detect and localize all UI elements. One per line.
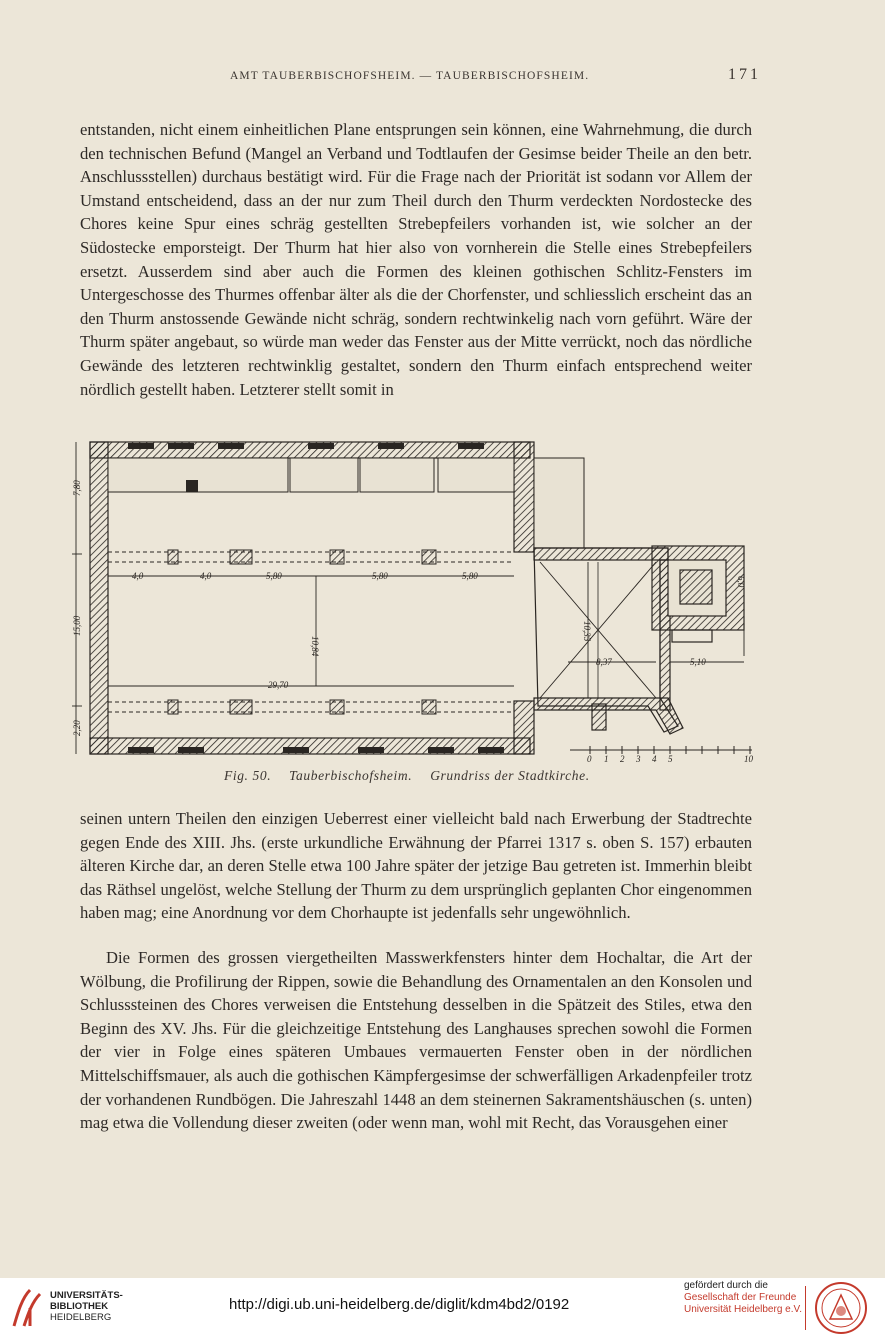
dim-bay1: 4,0	[132, 571, 144, 581]
scale-bar	[570, 746, 754, 764]
dim-nave-width: 10,84	[310, 636, 320, 657]
floor-plan-figure	[68, 436, 768, 766]
dim-bay2: 4,0	[200, 571, 212, 581]
dim-choir-length: 10,35	[582, 621, 592, 642]
library-line-3: HEIDELBERG	[50, 1312, 112, 1323]
scale-label-3: 3	[636, 754, 641, 764]
dim-aisle-north: 7,80	[72, 480, 82, 496]
scale-label-2: 2	[620, 754, 625, 764]
dim-aisle-south: 2,20	[72, 720, 82, 736]
library-line-2: BIBLIOTHEK	[50, 1301, 109, 1312]
university-library-logo-icon	[10, 1286, 46, 1330]
caption-fig-number: Fig. 50.	[224, 768, 272, 783]
sponsor-text	[684, 1280, 802, 1316]
scale-label-10: 10	[744, 754, 753, 764]
caption-place: Tauberbischofsheim.	[289, 768, 413, 783]
scale-label-4: 4	[652, 754, 657, 764]
scale-label-1: 1	[604, 754, 609, 764]
running-title: AMT TAUBERBISCHOFSHEIM. — TAUBERBISCHOFSHEIM.	[230, 70, 590, 82]
sponsor-line-1: gefördert durch die	[684, 1280, 768, 1291]
document-url-link[interactable]: http://digi.ub.uni-heidelberg.de/diglit/kdm4bd2/0192	[229, 1296, 570, 1313]
footer-divider	[805, 1286, 806, 1330]
page-number: 171	[728, 66, 761, 83]
tower	[652, 546, 744, 642]
sponsor-line-3: Universität Heidelberg e.V.	[684, 1304, 803, 1315]
dim-tower-offset: 5,10	[690, 657, 706, 667]
dim-choir-width: 8,37	[596, 657, 612, 667]
paragraph-1: entstanden, nicht einem einheitlichen Plane entsprungen sein können, eine Wahrnehmung, die durch den technischen Befund (Mangel an Verband und Todtlaufen der Gesimse beider Theile an den betr. Anschlussstellen) durchaus bestätigt wird. Für die Frage nach der Priorität ist sodann vor Allem der Umstand entscheidend, dass an der nur zum Theil durch den Thurm verdeckten Nordostecke des Chores keine Spur eines schräg gestellten Strebepfeilers vorhanden ist, wie solcher an der Südostecke emporsteigt. Der Thurm hat hier also von vornherein die Stelle eines Strebepfeilers ersetzt. Ausserdem sind aber auch die Formen des kleinen gothischen Schlitz-Fensters im Untergeschosse des Thurmes offenbar älter als die der Chorfenster, und schliesslich erscheint das an den Thurm anstossende Gewände nicht schräg, sondern rechtwinkelig nach vorn geführt. Wäre der Thurm später angebaut, so würde man weder das Fenster aus der Mitte verrückt, noch das nördliche Gewände des letzteren rechtwinklig gestaltet, sondern den Thurm einfach entsprechend weiter nördlich gestellt haben. Letzterer stellt somit in	[80, 120, 752, 399]
dim-bay4: 5,80	[372, 571, 388, 581]
scale-label-5: 5	[668, 754, 673, 764]
footer-bar	[0, 1278, 885, 1337]
dim-nave-length: 29,70	[268, 680, 289, 690]
library-line-1: UNIVERSITÄTS-	[50, 1290, 123, 1301]
dim-bay5: 5,80	[462, 571, 478, 581]
figure-caption	[224, 768, 604, 784]
university-library-name	[50, 1290, 123, 1323]
university-seal-icon	[814, 1281, 868, 1335]
dim-nave-total: 15,00	[72, 615, 82, 636]
sponsor-line-2: Gesellschaft der Freunde	[684, 1292, 797, 1303]
paragraph-2: seinen untern Theilen den einzigen Ueberrest einer vielleicht bald nach Erwerbung der Stadtrechte gegen Ende des XIII. Jhs. (erste urkundliche Erwähnung der Pfarrei 1317 s. oben S. 157) erbauten älteren Kirche dar, an deren Stelle etwa 100 Jahre später der jetzige Bau getreten ist. Immerhin bleibt das Räthsel ungelöst, welche Stellung der Thurm zu dem ursprünglich geplanten Chor eingenommen haben mag; eine Anordnung vor dem Chorhaupte ist jedenfalls sehr ungewöhnlich.	[80, 809, 752, 923]
scale-label-0: 0	[587, 754, 592, 764]
paragraph-3: Die Formen des grossen viergetheilten Masswerkfensters hinter dem Hochaltar, die Art der Wölbung, die Profilirung der Rippen, sowie die Behandlung des Ornamentalen an den Konsolen und Schlusssteinen des Chores verweisen die Entstehung desselben in die Spätzeit des Stiles, etwa den Beginn des XV. Jhs. Für die gleichzeitige Entstehung des Langhauses sprechen sowohl die Formen der vier in Folge eines späteren Umbaues vermauerten Fenster oben in der nördlichen Mittelschiffsmauer, als auch die gothischen Kämpfergesimse der schwerfälligen Arkadenpfeiler trotz der vorhandenen Rundbögen. Die Jahreszahl 1448 an dem steinernen Sakramentshäuschen (s. unten) mag etwa die Vollendung dieser zweiten (oder wenn man, wohl mit Recht, das Vorausgehen einer	[80, 948, 752, 1133]
caption-description: Grundriss der Stadtkirche.	[430, 768, 590, 783]
dim-bay3: 5,80	[266, 571, 282, 581]
dim-tower-depth: 6,0	[736, 576, 746, 588]
nave-interior	[108, 458, 584, 548]
